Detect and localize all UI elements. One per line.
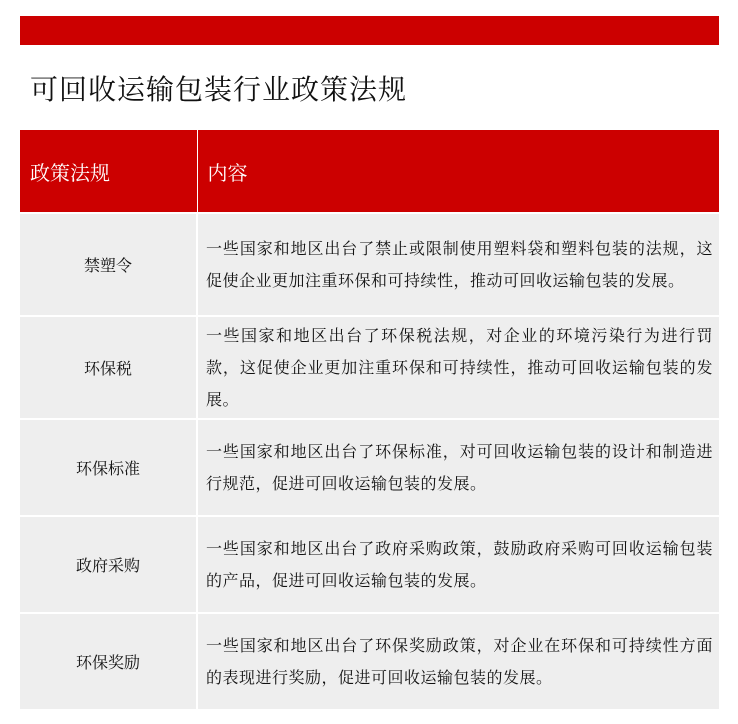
column-header-policy: 政策法规 [20, 130, 197, 213]
policy-name: 环保奖励 [20, 613, 197, 709]
table-row [20, 419, 719, 516]
policy-content: 一些国家和地区出台了环保标准，对可回收运输包装的设计和制造进行规范，促进可回收运输包装的发展。 [197, 419, 719, 516]
table-row [20, 316, 719, 419]
policy-name: 政府采购 [20, 516, 197, 613]
policy-content: 一些国家和地区出台了环保奖励政策，对企业在环保和可持续性方面的表现进行奖励，促进可回收运输包装的发展。 [197, 613, 719, 709]
top-accent-bar [20, 16, 719, 45]
table-header-row [20, 130, 719, 213]
table-row [20, 516, 719, 613]
table-row [20, 613, 719, 709]
policy-content: 一些国家和地区出台了政府采购政策，鼓励政府采购可回收运输包装的产品，促进可回收运输包装的发展。 [197, 516, 719, 613]
policy-content: 一些国家和地区出台了禁止或限制使用塑料袋和塑料包装的法规，这促使企业更加注重环保和可持续性，推动可回收运输包装的发展。 [197, 213, 719, 316]
policy-content: 一些国家和地区出台了环保税法规，对企业的环境污染行为进行罚款，这促使企业更加注重环保和可持续性，推动可回收运输包装的发展。 [197, 316, 719, 419]
table-row [20, 213, 719, 316]
policy-name: 环保税 [20, 316, 197, 419]
policy-table [20, 130, 719, 709]
page-title: 可回收运输包装行业政策法规 [30, 73, 408, 106]
policy-name: 禁塑令 [20, 213, 197, 316]
column-header-content: 内容 [197, 130, 719, 213]
policy-name: 环保标准 [20, 419, 197, 516]
